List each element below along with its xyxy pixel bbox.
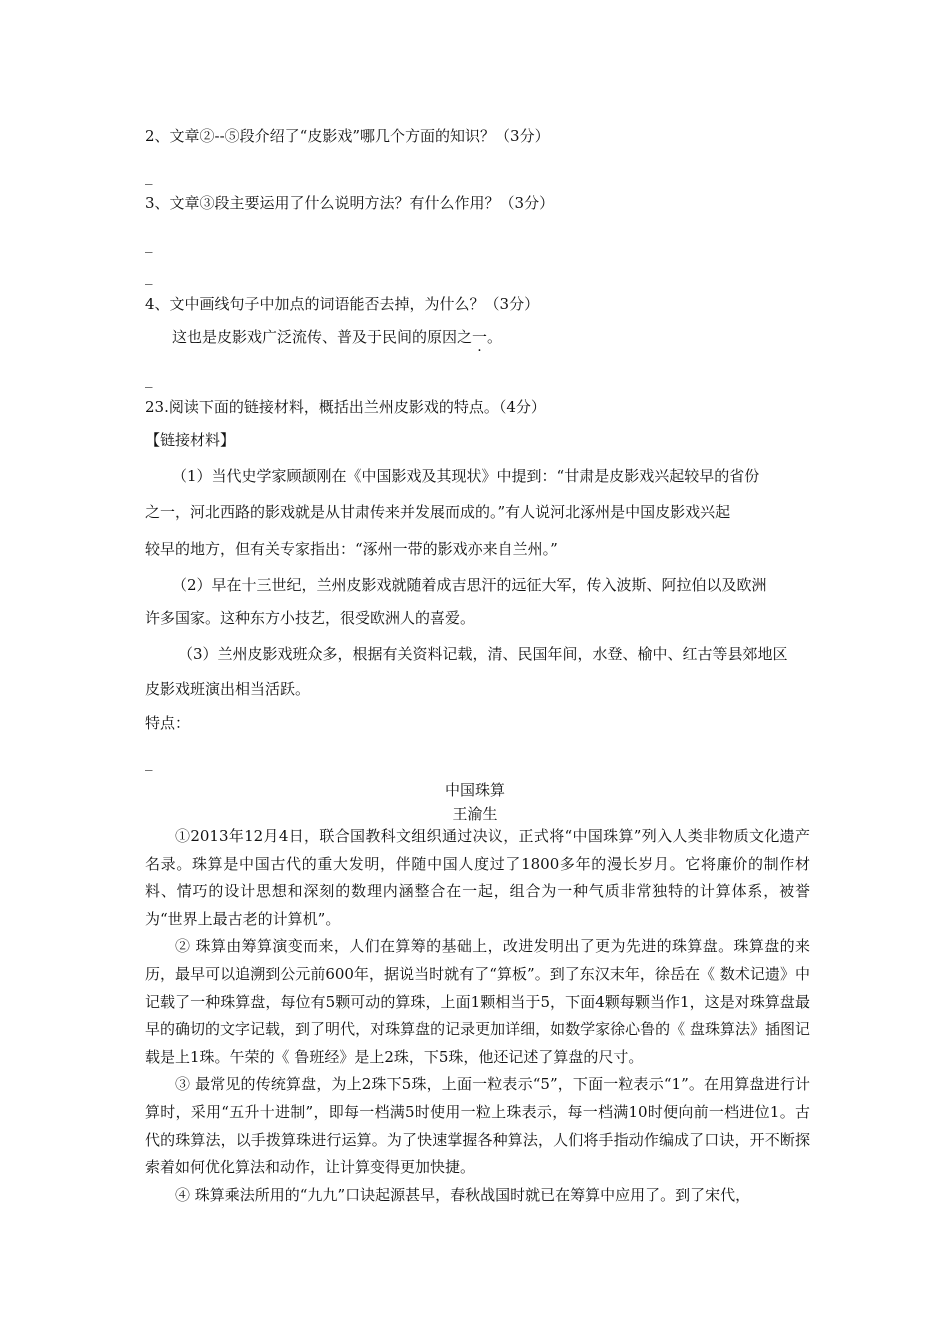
article-paragraph: ③ 最常见的传统算盘，为上2珠下5珠，上面一粒表示“5”，下面一粒表示“1”。在用算盘进行计算时，采用“五升十进制”，即每一档满5时使用一粒上珠表示，每一档满10时便向前一档进位1。古代的珠算法，以手拨算珠进行运算。为了快速掌握各种算法，人们将手指动作编成了口诀，开不断探索着如何优化算法和动作，让计算变得更加快捷。 xyxy=(145,1075,810,1177)
article-body xyxy=(145,823,810,1209)
sentence-text: 这也是皮影戏广泛流传、普及于民间的原因之 xyxy=(172,328,473,346)
article-title: 中国珠算 xyxy=(444,781,505,799)
material-line: 许多国家。这种东方小技艺，很受欧洲人的喜爱。 xyxy=(145,609,476,627)
underlined-sentence xyxy=(172,327,502,347)
question-23: 23.阅读下面的链接材料，概括出兰州皮影戏的特点。（4分） xyxy=(145,398,546,416)
answer-blank: _ xyxy=(145,753,153,771)
answer-blank: _ xyxy=(145,267,153,285)
article-author: 王渝生 xyxy=(452,805,498,823)
question-2: 2、文章②--⑤段介绍了“皮影戏”哪几个方面的知识？（3分） xyxy=(145,127,550,145)
material-line: （3）兰州皮影戏班众多，根据有关资料记载，清、民国年间，水登、榆中、红古等县郊地区 xyxy=(178,645,788,663)
sentence-end: 。 xyxy=(487,328,503,346)
article-paragraph: ④ 珠算乘法所用的“九九”口诀起源甚早，春秋战国时就已在筹算中应用了。到了宋代， xyxy=(175,1185,751,1204)
link-material-heading: 【链接材料】 xyxy=(145,431,236,449)
material-line: （1）当代史学家顾颉刚在《中国影戏及其现状》中提到：“甘肃是皮影戏兴起较早的省份 xyxy=(172,467,760,485)
answer-blank: _ xyxy=(145,370,153,388)
answer-blank: _ xyxy=(145,235,153,253)
features-label: 特点： xyxy=(145,714,191,732)
material-line: （2）早在十三世纪，兰州皮影戏就随着成吉思汗的远征大军，传入波斯、阿拉伯以及欧洲 xyxy=(172,576,767,594)
dotted-word: 一 xyxy=(472,328,488,346)
question-3: 3、文章③段主要运用了什么说明方法？有什么作用？（3分） xyxy=(145,194,555,212)
question-4: 4、文中画线句子中加点的词语能否去掉，为什么？（3分） xyxy=(145,295,540,313)
material-line: 之一，河北西路的影戏就是从甘肃传来并发展而成的。”有人说河北涿州是中国皮影戏兴起 xyxy=(145,503,731,521)
material-line: 皮影戏班演出相当活跃。 xyxy=(145,680,311,698)
article-paragraph: ② 珠算由筹算演变而来，人们在算筹的基础上，改进发明出了更为先进的珠算盘。珠算盘的来历，最早可以追溯到公元前600年，据说当时就有了“算板”。到了东汉末年，徐岳在《 数术记遗》中记载了一种珠算盘，每位有5颗可动的算珠，上面1颗相当于5，下面4颗每颗当作1，这是对珠算盘最早的确切的文字记载，到了明代，对珠算盘的记录更加详细，如数学家徐心鲁的《 盘珠算法》插图记载是上1珠。午荣的《 鲁班经》是上2珠，下5珠，他还记述了算盘的尺寸。 xyxy=(145,937,810,1066)
article-paragraph: ①2013年12月4日，联合国教科文组织通过决议，正式将“中国珠算”列入人类非物质文化遗产名录。珠算是中国古代的重大发明，伴随中国人度过了1800多年的漫长岁月。它将廉价的制作材料、情巧的设计思想和深刻的数理内涵整合在一起，组合为一种气质非常独特的计算体系，被誉为“世界上最古老的计算机”。 xyxy=(145,827,810,928)
material-line: 较早的地方，但有关专家指出：“涿州一带的影戏亦来自兰州。” xyxy=(145,540,558,558)
answer-blank: _ xyxy=(145,167,153,185)
